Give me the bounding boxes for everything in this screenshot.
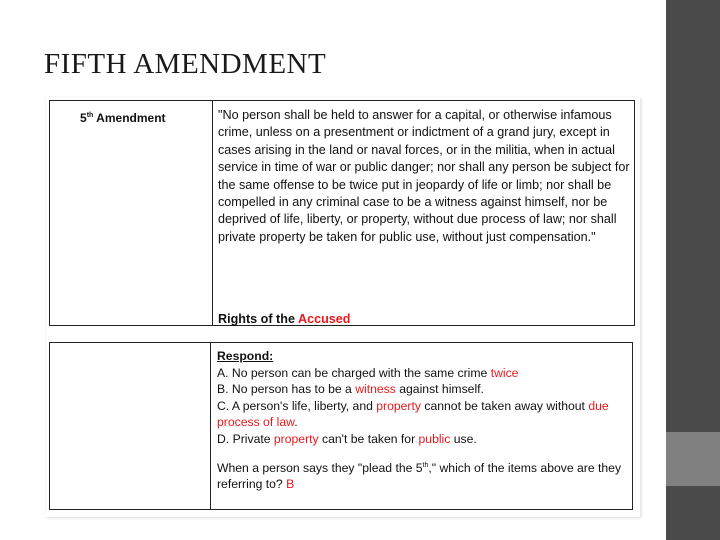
respond-table (49, 342, 633, 510)
respond-item-d: D. Private property can't be taken for public use. (217, 431, 477, 446)
amendment-table (49, 100, 635, 326)
respond-item-b: B. No person has to be a witness against himself. (217, 382, 484, 397)
column-divider (212, 101, 213, 325)
respond-question: When a person says they "plead the 5th," which of the items above are they referring to? B (217, 460, 622, 492)
respond-content (217, 348, 627, 493)
amendment-quote: "No person shall be held to answer for a capital, or otherwise infamous crime, unless on a presentment or indictment of a grand jury, except in cases arising in the land or naval forces, or in the militia, when in actual service in time of war or public danger; nor shall any person be subject for the same offense to be twice put in jeopardy of life or limb; nor shall be compelled in any criminal case to be a witness against himself, nor be deprived of life, liberty, or property, without due process of law; nor shall private property be taken for public use, without just compensation." (218, 108, 630, 244)
amendment-image (46, 97, 640, 517)
amendment-label: 5th Amendment (80, 111, 166, 125)
rights-caption: Rights of the Accused (218, 312, 351, 326)
respond-heading: Respond: (217, 349, 274, 363)
column-divider (210, 343, 211, 509)
respond-item-c: C. A person's life, liberty, and property cannot be taken away without due process of law. (217, 398, 609, 430)
slide-title: FIFTH AMENDMENT (44, 48, 327, 80)
side-accent-block (666, 432, 720, 486)
respond-item-a: A. No person can be charged with the same crime twice (217, 365, 519, 380)
